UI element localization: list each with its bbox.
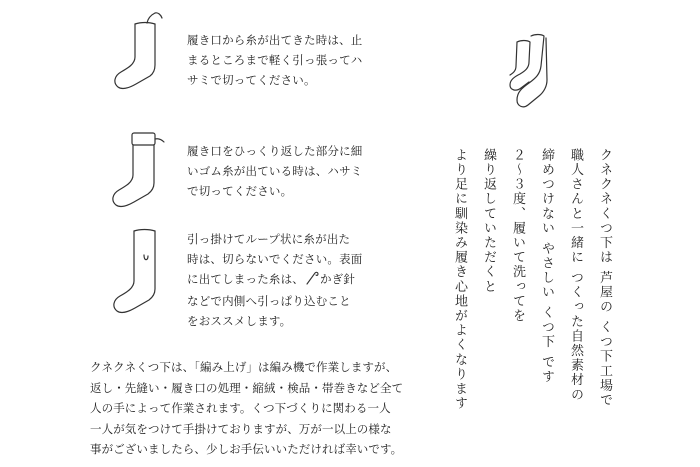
vertical-column: 職人さんと一緒に つくった自然素材の xyxy=(568,148,583,402)
sock-loop-thread-icon xyxy=(108,225,168,320)
vertical-column: より足に馴染み履き心地がよくなります xyxy=(452,148,467,411)
crochet-hook-icon xyxy=(304,271,320,291)
vertical-column: 繰り返していただくと xyxy=(481,148,496,294)
tip-cuff-thread: 履き口をひっくり返した部分に細 いゴム糸が出ている時は、ハサミ で切ってください。 xyxy=(187,144,363,198)
sock-loose-thread-icon xyxy=(108,10,168,92)
sock-pair-icon xyxy=(495,30,555,115)
tip-loose-thread: 履き口から糸が出てきた時は、止 まるところまで軽く引っ張ってハ サミで切ってください。 xyxy=(187,33,363,87)
bottom-note: クネクネくつ下は、「編み上げ」は編み機で作業しますが、 返し・先縫い・履き口の処理・縮絨・検品・帯巻きなど全て 人の手によって作業されます。くつ下づくりに関わる一人 一人が気をつけて手掛けておりますが、万が一以上の様な 事がございましたら、少しお手伝いいただければ幸いです。 xyxy=(90,360,404,456)
vertical-column: クネクネくつ下は 芦屋の くつ下工場で xyxy=(597,148,612,408)
vertical-message xyxy=(451,148,612,411)
vertical-column: 締めつけない やさしい くつ下 です xyxy=(539,148,554,385)
vertical-column: ２～３度、履いて洗ってを xyxy=(510,148,525,324)
sock-cuff-folded-icon xyxy=(108,125,168,210)
tip-loop-thread: 引っ掛けてループ状に糸が出た 時は、切らないでください。表面 に出てしまった糸は、 かぎ針 などで内側へ引っぱり込むこと をおススメします。 xyxy=(187,232,363,328)
